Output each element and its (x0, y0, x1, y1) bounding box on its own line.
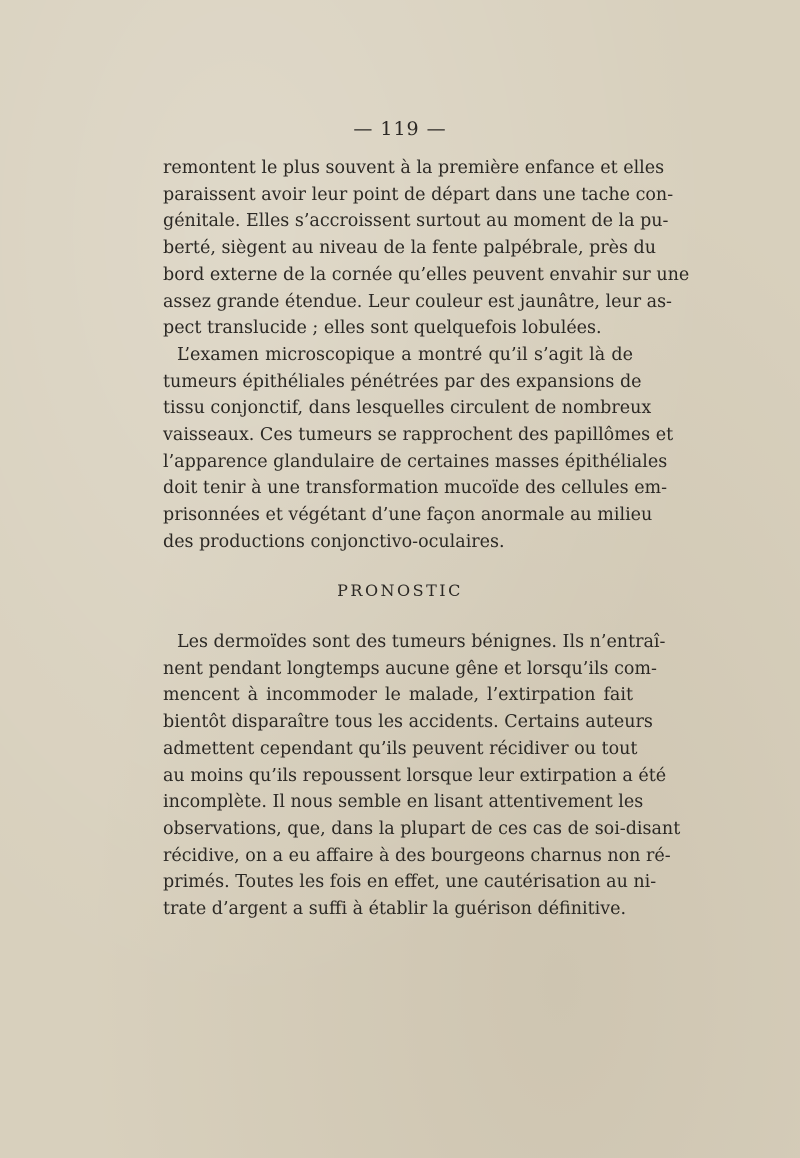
text-line: tissu conjonctif, dans lesquelles circulent de nombreux (163, 398, 652, 419)
text-line: berté, siègent au niveau de la fente palpébrale, près du (163, 238, 657, 259)
text-line: vaisseaux. Ces tumeurs se rapprochent des papillômes et (163, 425, 674, 446)
text-line: au moins qu’ils repoussent lorsque leur extirpation a été (163, 765, 667, 786)
text-line: tumeurs épithéliales pénétrées par des expansions de (163, 371, 642, 392)
text-line: remontent le plus souvent à la première enfance et elles (163, 158, 665, 178)
text-line: admettent cependant qu’ils peuvent récidiver ou tout (163, 738, 638, 759)
text-block-top (163, 155, 690, 556)
page-number: — 119 — (353, 118, 447, 140)
paragraph (163, 155, 690, 342)
text-line: trate d’argent a suffi à établir la guérison définitive. (163, 899, 627, 920)
text-line: paraissent avoir leur point de départ dans une tache con- (163, 184, 674, 205)
text-block-bottom (163, 629, 681, 923)
text-line: pect translucide ; elles sont quelquefois lobulées. (163, 318, 602, 339)
text-line: récidive, on a eu affaire à des bourgeons charnus non ré- (163, 845, 671, 866)
text-line: bientôt disparaître tous les accidents. Certains auteurs (163, 712, 653, 733)
text-line: Les dermoïdes sont des tumeurs bénignes. Ils n’entraî- (177, 632, 666, 652)
text-line: primés. Toutes les fois en effet, une cautérisation au ni- (163, 872, 657, 893)
paragraph (163, 629, 681, 923)
text-line: mencent à incommoder le malade, l’extirpation fait (163, 685, 633, 706)
text-line: doit tenir à une transformation mucoïde des cellules em- (163, 478, 668, 499)
text-line: nent pendant longtemps aucune gêne et lorsqu’ils com- (163, 658, 657, 679)
text-line: bord externe de la cornée qu’elles peuvent envahir sur une (163, 264, 690, 285)
text-line: l’apparence glandulaire de certaines masses épithéliales (163, 451, 668, 472)
text-line: assez grande étendue. Leur couleur est jaunâtre, leur as- (163, 291, 672, 312)
text-line: prisonnées et végétant d’une façon anormale au milieu (163, 505, 653, 526)
text-line: génitale. Elles s’accroissent surtout au moment de la pu- (163, 211, 669, 232)
text-line: observations, que, dans la plupart de ces cas de soi-disant (163, 818, 681, 839)
text-line: des productions conjonctivo-oculaires. (163, 531, 505, 552)
paragraph (163, 342, 674, 556)
text-line: L’examen microscopique a montré qu’il s’agit là de (177, 344, 633, 365)
text-line: incomplète. Il nous semble en lisant attentivement les (163, 792, 644, 813)
section-title: PRONOSTIC (337, 581, 463, 600)
